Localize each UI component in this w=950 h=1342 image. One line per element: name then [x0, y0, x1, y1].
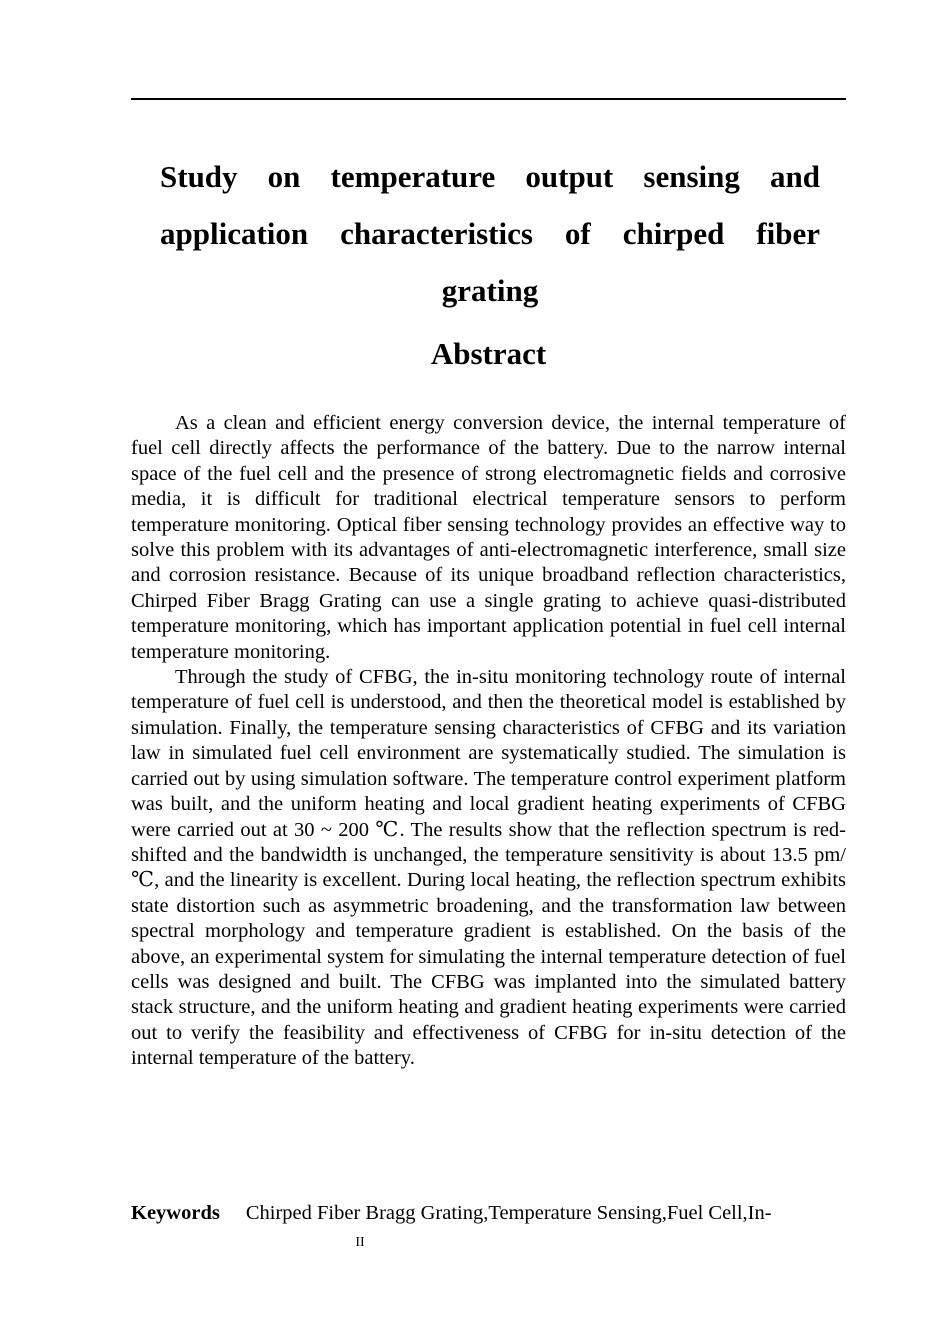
- keywords-label: Keywords: [131, 1202, 220, 1224]
- page-number: II: [355, 1235, 365, 1250]
- document-title: Study on temperature output sensing and application characteristics of chirped fiber grating: [160, 159, 820, 308]
- abstract-paragraph-1: As a clean and efficient energy conversion device, the internal temperature of fuel cell directly affects the performance of the battery. Due to the narrow internal space of the fuel cell and the presence of strong electromagnetic fields and corrosive media, it is difficult for traditional electrical temperature sensors to perform temperature monitoring. Optical fiber sensing technology provides an effective way to solve this problem with its advantages of anti-electromagnetic interference, small size and corrosion resistance. Because of its unique broadband reflection characteristics, Chirped Fiber Bragg Grating can use a single grating to achieve quasi-distributed temperature monitoring, which has important application potential in fuel cell internal temperature monitoring.: [131, 412, 846, 663]
- abstract-body: [131, 411, 846, 1072]
- header-rule: [131, 98, 846, 100]
- keywords-line: [131, 1201, 846, 1226]
- abstract-heading: Abstract: [430, 336, 547, 371]
- keywords-text: Chirped Fiber Bragg Grating,Temperature Sensing,Fuel Cell,In-: [245, 1202, 772, 1224]
- abstract-paragraph-2: Through the study of CFBG, the in-situ monitoring technology route of internal temperature of fuel cell is understood, and then the theoretical model is established by simulation. Finally, the temperature sensing characteristics of CFBG and its variation law in simulated fuel cell environment are systematically studied. The simulation is carried out by using simulation software. The temperature control experiment platform was built, and the uniform heating and local gradient heating experiments of CFBG were carried out at 30 ~ 200 ℃. The results show that the reflection spectrum is red-shifted and the bandwidth is unchanged, the temperature sensitivity is about 13.5 pm/℃, and the linearity is excellent. During local heating, the reflection spectrum exhibits state distortion such as asymmetric broadening, and the transformation law between spectral morphology and temperature gradient is established. On the basis of the above, an experimental system for simulating the internal temperature detection of fuel cells was designed and built. The CFBG was implanted into the simulated battery stack structure, and the uniform heating and gradient heating experiments were carried out to verify the feasibility and effectiveness of CFBG for in-situ detection of the internal temperature of the battery.: [131, 666, 846, 1070]
